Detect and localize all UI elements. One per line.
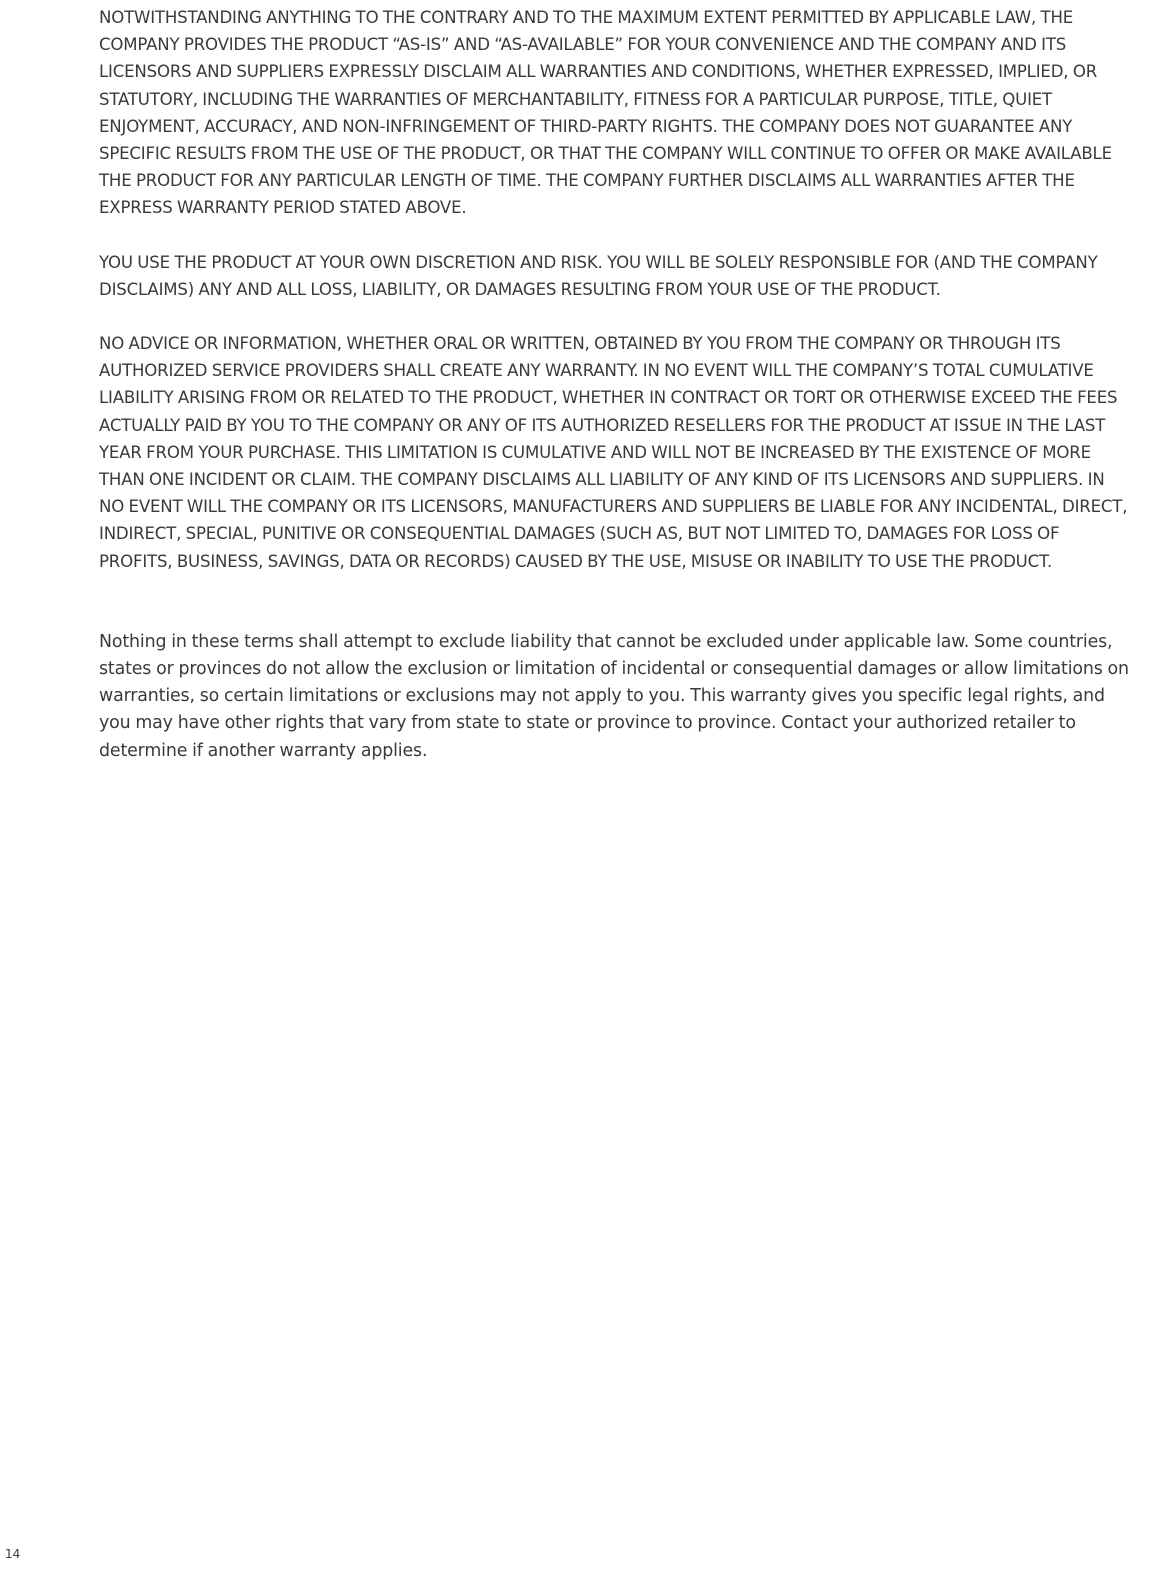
disclaimer-paragraph: NOTWITHSTANDING ANYTHING TO THE CONTRARY AND TO THE MAXIMUM EXTENT PERMITTED BY APPLICABLE LAW, THE COMPANY PROVIDES THE PRODUCT “AS-IS” AND “AS-AVAILABLE” FOR YOUR CONVENIENCE AND THE COMPANY AND ITS LICENSORS AND SUPPLIERS EXPRESSLY DISCLAIM ALL WARRANTIES AND CONDITIONS, WHETHER EXPRESSED, IMPLIED, OR STATUTORY, INCLUDING THE WARRANTIES OF MERCHANTABILITY, FITNESS FOR A PARTICULAR PURPOSE, TITLE, QUIET ENJOYMENT, ACCURACY, AND NON-INFRINGEMENT OF THIRD-PARTY RIGHTS. THE COMPANY DOES NOT GUARANTEE ANY SPECIFIC RESULTS FROM THE USE OF THE PRODUCT, OR THAT THE COMPANY WILL CONTINUE TO OFFER OR MAKE AVAILABLE THE PRODUCT FOR ANY PARTICULAR LENGTH OF TIME. THE COMPANY FURTHER DISCLAIMS ALL WARRANTIES AFTER THE EXPRESS WARRANTY PERIOD STATED ABOVE.: [99, 8, 1112, 218]
document-body: [99, 4, 1129, 765]
legal-rights-paragraph: Nothing in these terms shall attempt to exclude liability that cannot be excluded under applicable law. Some countries, states or provinces do not allow the exclusion or limitation of incidental or consequential damages or allow limitations on warranties, so certain limitations or exclusions may not apply to you. This warranty gives you specific legal rights, and you may have other rights that vary from state to state or province to province. Contact your authorized retailer to determine if another warranty applies.: [99, 631, 1129, 761]
discretion-paragraph: YOU USE THE PRODUCT AT YOUR OWN DISCRETION AND RISK. YOU WILL BE SOLELY RESPONSIBLE FOR (AND THE COMPANY DISCLAIMS) ANY AND ALL LOSS, LIABILITY, OR DAMAGES RESULTING FROM YOUR USE OF THE PRODUCT.: [99, 252, 1098, 299]
page-number: 14: [5, 1547, 21, 1561]
liability-paragraph: NO ADVICE OR INFORMATION, WHETHER ORAL OR WRITTEN, OBTAINED BY YOU FROM THE COMPANY OR THROUGH ITS AUTHORIZED SERVICE PROVIDERS SHALL CREATE ANY WARRANTY. IN NO EVENT WILL THE COMPANY’S TOTAL CUMULATIVE LIABILITY ARISING FROM OR RELATED TO THE PRODUCT, WHETHER IN CONTRACT OR TORT OR OTHERWISE EXCEED THE FEES ACTUALLY PAID BY YOU TO THE COMPANY OR ANY OF ITS AUTHORIZED RESELLERS FOR THE PRODUCT AT ISSUE IN THE LAST YEAR FROM YOUR PURCHASE. THIS LIMITATION IS CUMULATIVE AND WILL NOT BE INCREASED BY THE EXISTENCE OF MORE THAN ONE INCIDENT OR CLAIM. THE COMPANY DISCLAIMS ALL LIABILITY OF ANY KIND OF ITS LICENSORS AND SUPPLIERS. IN NO EVENT WILL THE COMPANY OR ITS LICENSORS, MANUFACTURERS AND SUPPLIERS BE LIABLE FOR ANY INCIDENTAL, DIRECT, INDIRECT, SPECIAL, PUNITIVE OR CONSEQUENTIAL DAMAGES (SUCH AS, BUT NOT LIMITED TO, DAMAGES FOR LOSS OF PROFITS, BUSINESS, SAVINGS, DATA OR RECORDS) CAUSED BY THE USE, MISUSE OR INABILITY TO USE THE PRODUCT.: [99, 334, 1128, 571]
